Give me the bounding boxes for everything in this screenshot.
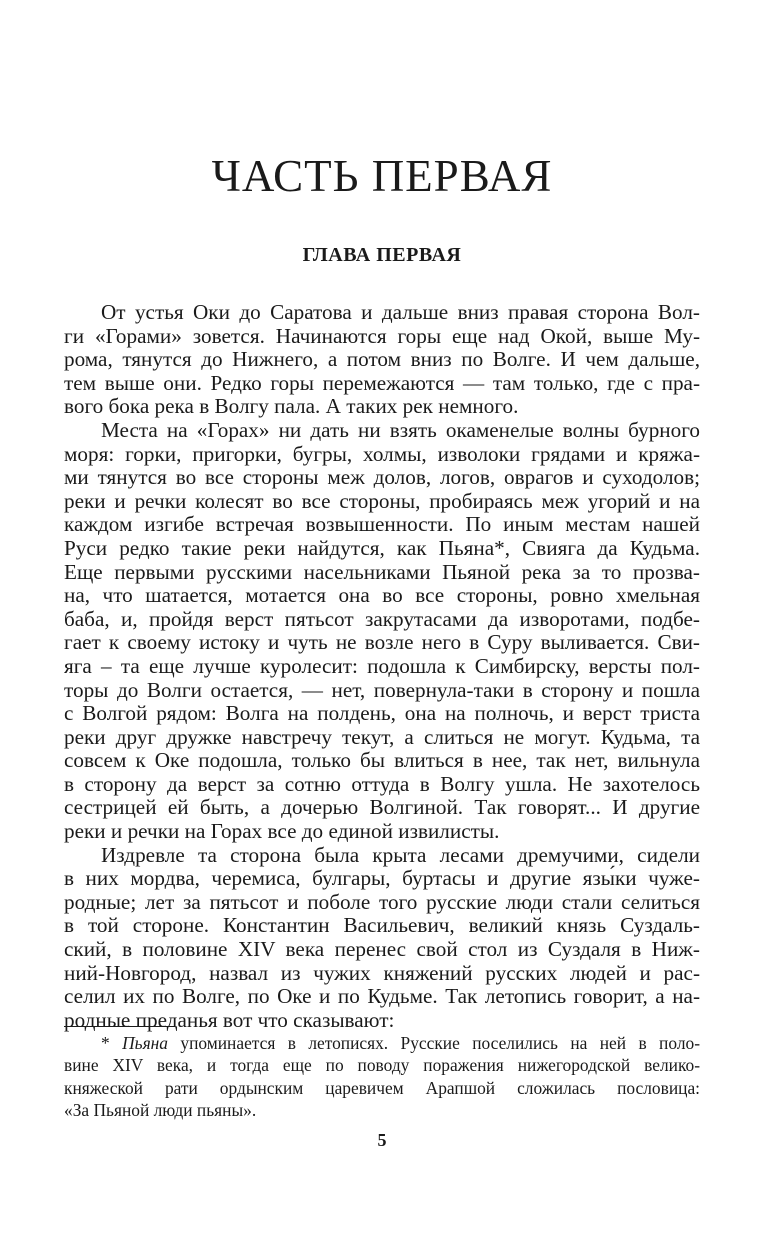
text-line: рома, тянутся до Нижнего, а потом вниз по Волге. И чем дальше, bbox=[64, 347, 700, 372]
footnote-text: упоминается в летописях. Русские поселились на ней в поло- bbox=[167, 1033, 700, 1053]
text-line: реки и речки на Горах все до единой извилисты. bbox=[64, 819, 500, 844]
text-line: совсем к Оке подошла, только бы влиться в нее, так нет, вильнула bbox=[64, 748, 700, 773]
footnote-line: вине XIV века, и тогда еще по поводу поражения нижегородской велико- bbox=[64, 1055, 700, 1076]
body-text bbox=[64, 301, 700, 1032]
text-line: реки друг дружке навстречу текут, а слиться не могут. Кудьма, та bbox=[64, 724, 700, 749]
text-line: Еще первыми русскими насельниками Пьяной река за то прозва- bbox=[64, 559, 700, 584]
text-line: Руси редко такие реки найдутся, как Пьяна*, Свияга да Кудьма. bbox=[64, 535, 700, 560]
text-line: селил их по Волге, по Оке и по Кудьме. Так летопись говорит, а на- bbox=[64, 984, 700, 1009]
page-number: 5 bbox=[377, 1130, 387, 1150]
text-line: яга – та еще лучше куролесит: подошла к Симбирску, версты пол- bbox=[64, 653, 700, 678]
footnote-divider bbox=[64, 1026, 174, 1027]
paragraph bbox=[64, 419, 700, 844]
text-line: Издревле та сторона была крыта лесами дремучими, сидели bbox=[101, 842, 700, 867]
text-line: на, что шатается, мотается она во все стороны, ровно хмельная bbox=[64, 583, 700, 608]
text-line: каждом изгибе встречая возвышенности. По иным местам нашей bbox=[64, 512, 700, 537]
text-line: вого бока река в Волгу пала. А таких рек немного. bbox=[64, 394, 519, 419]
text-line: в той стороне. Константин Васильевич, великий князь Суздаль- bbox=[64, 913, 700, 938]
text-line: сестрицей ей быть, а дочерью Волгиной. Так говорят... И другие bbox=[64, 795, 700, 820]
text-line: ги «Горами» зовется. Начинаются горы еще над Окой, выше Му- bbox=[64, 323, 700, 348]
text-line: в сторону да верст за сотню оттуда в Волгу ушла. Не захотелось bbox=[64, 771, 700, 796]
footnote-term: Пьяна bbox=[122, 1033, 168, 1053]
book-page bbox=[64, 0, 700, 1241]
text-line: моря: горки, пригорки, бугры, холмы, изволоки грядами и кряжа- bbox=[64, 441, 700, 466]
footnote-line: «За Пьяной люди пьяны». bbox=[64, 1100, 257, 1121]
text-line: баба, и, пройдя верст пятьсот закрутасами да изворотами, подбе- bbox=[64, 606, 700, 631]
footnote-marker: * bbox=[101, 1033, 123, 1053]
part-title: ЧАСТЬ ПЕРВАЯ bbox=[211, 151, 553, 201]
paragraph bbox=[64, 844, 700, 1033]
text-line: родные преданья вот что сказывают: bbox=[64, 1007, 395, 1032]
paragraph bbox=[64, 301, 700, 419]
footnote bbox=[64, 1032, 700, 1122]
text-line: с Волгой рядом: Волга на полдень, она на полночь, и верст триста bbox=[64, 701, 700, 726]
text-line: торы до Волги остается, — нет, повернула-таки в сторону и пошла bbox=[64, 677, 700, 702]
text-line: ми тянутся во все стороны меж долов, логов, оврагов и суходолов; bbox=[64, 465, 700, 490]
text-line: гает к своему истоку и чуть не возле него в Суру выливается. Сви- bbox=[64, 630, 700, 655]
footnote-line: княжеской рати ордынским царевичем Арапшой сложилась пословица: bbox=[64, 1077, 700, 1098]
text-line: Места на «Горах» ни дать ни взять окаменелые волны бурного bbox=[101, 417, 700, 442]
text-line: в них мордва, черемиса, булгары, буртасы и другие язы́ки чуже- bbox=[64, 866, 700, 891]
text-line: родные; лет за пятьсот и поболе того русские люди стали селиться bbox=[64, 889, 700, 914]
text-line: тем выше они. Редко горы перемежаются — там только, где с пра- bbox=[64, 370, 700, 395]
footnote-line bbox=[64, 1032, 700, 1054]
text-line: ний-Новгород, назвал из чужих княжений русских людей и рас- bbox=[64, 960, 700, 985]
text-line: реки и речки колесят во все стороны, пробираясь меж угорий и на bbox=[64, 488, 700, 513]
text-line: От устья Оки до Саратова и дальше вниз правая сторона Вол- bbox=[101, 300, 700, 324]
chapter-title: ГЛАВА ПЕРВАЯ bbox=[302, 244, 462, 266]
text-line: ский, в половине XIV века перенес свой стол из Суздаля в Ниж- bbox=[64, 937, 700, 962]
